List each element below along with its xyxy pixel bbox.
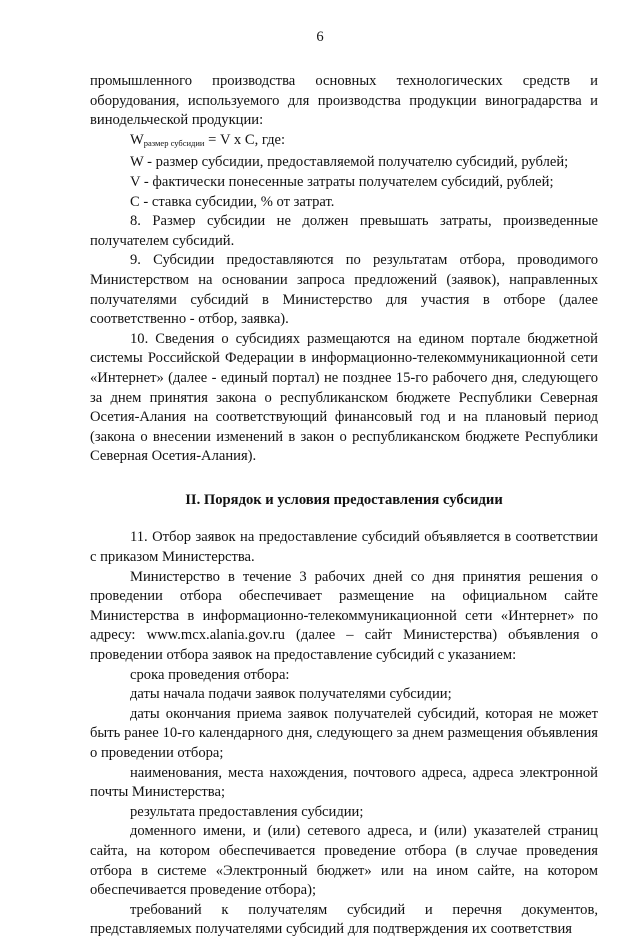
page-number: 6 [316, 29, 324, 45]
section-heading: II. Порядок и условия предоставления субсидии [185, 491, 503, 508]
list-item: даты начала подачи заявок получателями субсидии; [130, 686, 452, 703]
paragraph-continuation: промышленного производства основных технологических средств и оборудования, используемого для производства продукции виноградарства и винодельческой продукции: [90, 73, 598, 129]
document-body [90, 72, 598, 940]
formula-subscript: размер субсидии [143, 137, 205, 148]
paragraph-8: 8. Размер субсидии не должен превышать затраты, произведенные получателем субсидий. [90, 213, 598, 249]
list-item: срока проведения отбора: [130, 666, 290, 683]
definition-v: V - фактически понесенные затраты получателем субсидий, рублей; [130, 173, 554, 190]
formula-lhs: W [130, 131, 144, 148]
list-item: результата предоставления субсидии; [130, 803, 364, 820]
paragraph-9: 9. Субсидии предоставляются по результатам отбора, проводимого Министерством на основании запроса предложений (заявок), направленных получателями субсидий в Министерство для участия в отборе (далее соответственно - отбор, заявка). [90, 252, 598, 328]
paragraph-10: 10. Сведения о субсидиях размещаются на едином портале бюджетной системы Российской Федерации в информационно-телекоммуникационной сети «Интернет» (далее - единый портал) не позднее 15-го рабочего дня, следующего за днем принятия закона о республиканском бюджете Республики Северная Осетия-Алания на соответствующий финансовый год и на плановый период (закона о внесении изменений в закон о республиканском бюджете Республики Северная Осетия-Алания). [90, 330, 598, 465]
list-item: даты окончания приема заявок получателей субсидий, которая не может быть ранее 10-го календарного дня, следующего за днем размещения объявления о проведении отбора; [90, 705, 598, 761]
paragraph-announcement: Министерство в течение 3 рабочих дней со дня принятия решения о проведении отбора обеспечивает размещение на официальном сайте Министерства в информационно-телекоммуникационной сети «Интернет» по адресу: www.mcx.alania.gov.ru (далее – сайт Министерства) объявления о проведении отбора заявок на предоставление субсидий с указанием: [90, 568, 598, 664]
definition-c: C - ставка субсидии, % от затрат. [130, 193, 335, 210]
list-item: доменного имени, и (или) сетевого адреса, и (или) указателей страниц сайта, на котором обеспечивается проведение отбора (в случае проведения отбора в системе «Электронный бюджет» или на ином сайте, на котором обеспечивается проведение отбора); [90, 823, 598, 899]
paragraph-11: 11. Отбор заявок на предоставление субсидий объявляется в соответствии с приказом Министерства. [90, 529, 598, 566]
list-item: наименования, места нахождения, почтового адреса, адреса электронной почты Министерства; [90, 764, 598, 801]
subsidy-formula [90, 131, 598, 154]
list-item: требований к получателям субсидий и перечня документов, представляемых получателями субсидий для подтверждения их соответствия [90, 901, 598, 938]
definition-w: W - размер субсидии, предоставляемой получателю субсидий, рублей; [130, 154, 569, 171]
formula-rhs: = V x C, где: [204, 131, 286, 148]
